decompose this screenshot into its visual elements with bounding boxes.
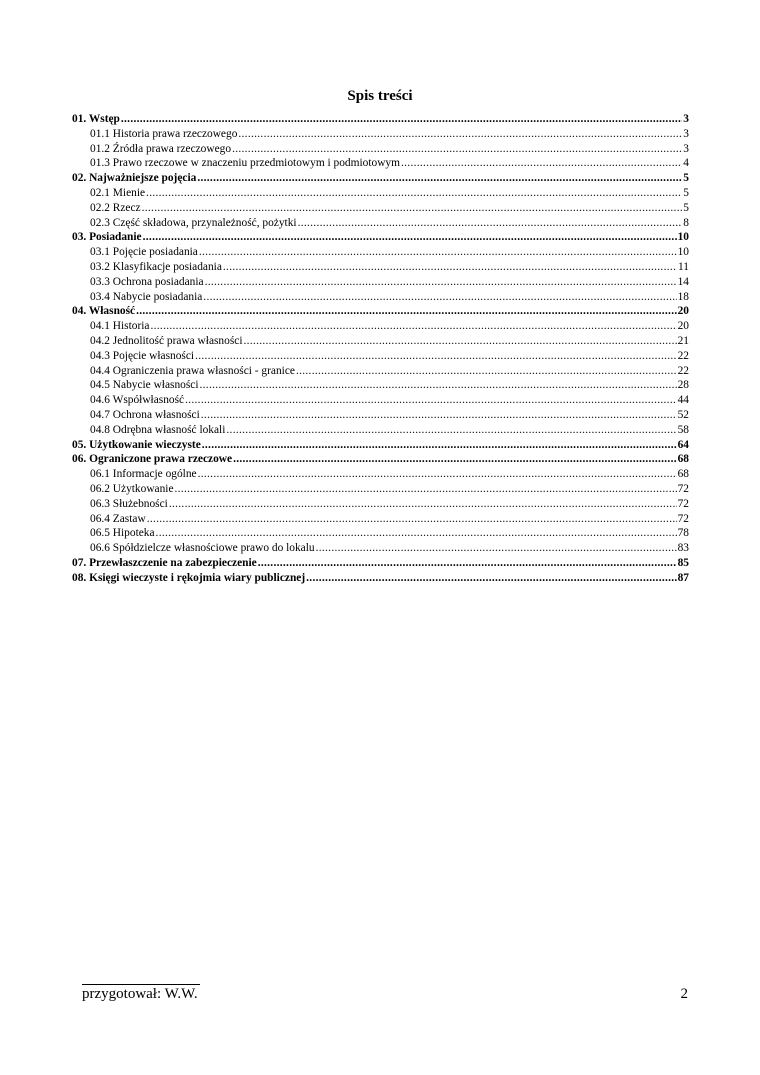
toc-section-entry[interactable] <box>72 290 689 305</box>
toc-entry-label: 04.3 Pojęcie własności <box>90 349 195 362</box>
toc-chapter-entry[interactable] <box>72 112 689 127</box>
toc-entry-page-number: 72 <box>677 512 689 525</box>
toc-dot-leader <box>401 156 682 171</box>
toc-entry-page-number: 58 <box>677 423 689 436</box>
toc-chapter-entry[interactable] <box>72 452 689 467</box>
toc-dot-leader <box>202 438 677 453</box>
toc-section-entry[interactable] <box>72 260 689 275</box>
toc-entry-page-number: 21 <box>677 334 689 347</box>
footer-page-number: 2 <box>680 986 688 1002</box>
toc-entry-page-number: 87 <box>677 571 689 584</box>
toc-section-entry[interactable] <box>72 201 689 216</box>
toc-entry-label: 04.2 Jednolitość prawa własności <box>90 334 243 347</box>
toc-section-entry[interactable] <box>72 127 689 142</box>
toc-entry-page-number: 8 <box>683 216 689 229</box>
toc-chapter-entry[interactable] <box>72 556 689 571</box>
toc-entry-page-number: 3 <box>683 127 689 140</box>
toc-section-entry[interactable] <box>72 423 689 438</box>
toc-section-entry[interactable] <box>72 393 689 408</box>
toc-section-entry[interactable] <box>72 408 689 423</box>
toc-dot-leader <box>233 452 677 467</box>
toc-entry-label: 01. Wstęp <box>72 113 120 125</box>
toc-section-entry[interactable] <box>72 245 689 260</box>
toc-entry-label: 03. Posiadanie <box>72 231 142 244</box>
toc-entry-label: 05. Użytkowanie wieczyste <box>72 438 201 451</box>
toc-entry-label: 06.1 Informacje ogólne <box>90 468 197 481</box>
toc-entry-page-number: 64 <box>677 438 689 451</box>
toc-section-entry[interactable] <box>72 512 689 527</box>
toc-entry-page-number: 11 <box>678 260 689 273</box>
toc-entry-label: 04.6 Współwłasność <box>90 394 185 407</box>
toc-dot-leader <box>175 482 677 497</box>
toc-entry-page-number: 5 <box>683 172 689 185</box>
toc-dot-leader <box>169 497 677 512</box>
toc-dot-leader <box>226 423 676 438</box>
toc-dot-leader <box>201 408 677 423</box>
toc-entry-label: 03.4 Nabycie posiadania <box>90 290 203 303</box>
toc-entry-label: 07. Przewłaszczenie na zabezpieczenie <box>72 556 257 569</box>
toc-entry-page-number: 68 <box>677 453 689 466</box>
toc-entry-label: 03.1 Pojęcie posiadania <box>90 246 198 259</box>
toc-entry-label: 04.1 Historia <box>90 320 150 333</box>
toc-entry-label: 04.8 Odrębna własność lokali <box>90 423 226 436</box>
toc-entry-label: 03.3 Ochrona posiadania <box>90 275 204 288</box>
toc-entry-page-number: 83 <box>677 542 689 555</box>
toc-dot-leader <box>146 186 682 201</box>
toc-entry-label: 04.7 Ochrona własności <box>90 408 200 421</box>
toc-chapter-entry[interactable] <box>72 230 689 245</box>
toc-entry-page-number: 68 <box>677 468 689 481</box>
toc-dot-leader <box>306 571 676 586</box>
toc-title: Spis treści <box>347 88 413 104</box>
toc-dot-leader <box>150 319 676 334</box>
toc-entry-label: 01.2 Źródła prawa rzeczowego <box>90 142 232 155</box>
toc-entry-page-number: 20 <box>677 320 689 333</box>
table-of-contents <box>72 112 689 586</box>
toc-dot-leader <box>143 230 677 245</box>
toc-dot-leader <box>203 290 676 305</box>
toc-entry-label: 01.1 Historia prawa rzeczowego <box>90 127 238 140</box>
toc-entry-page-number: 72 <box>677 497 689 510</box>
toc-entry-page-number: 85 <box>677 556 689 569</box>
toc-entry-page-number: 72 <box>677 482 689 495</box>
toc-dot-leader <box>195 349 677 364</box>
toc-entry-page-number: 5 <box>683 201 689 214</box>
toc-dot-leader <box>200 378 677 393</box>
toc-dot-leader <box>238 127 682 142</box>
toc-entry-page-number: 52 <box>677 408 689 421</box>
toc-dot-leader <box>316 541 677 556</box>
toc-entry-label: 06.2 Użytkowanie <box>90 482 174 495</box>
toc-entry-page-number: 78 <box>677 527 689 540</box>
toc-dot-leader <box>296 364 677 379</box>
toc-section-entry[interactable] <box>72 275 689 290</box>
toc-dot-leader <box>185 393 677 408</box>
toc-section-entry[interactable] <box>72 467 689 482</box>
toc-dot-leader <box>298 216 683 231</box>
toc-entry-label: 08. Księgi wieczyste i rękojmia wiary publicznej <box>72 571 306 584</box>
toc-entry-page-number: 18 <box>677 290 689 303</box>
toc-section-entry[interactable] <box>72 378 689 393</box>
toc-chapter-entry[interactable] <box>72 438 689 453</box>
toc-entry-label: 04.5 Nabycie własności <box>90 379 199 392</box>
toc-entry-page-number: 14 <box>677 275 689 288</box>
toc-entry-page-number: 10 <box>677 231 689 244</box>
toc-entry-page-number: 10 <box>677 246 689 259</box>
toc-dot-leader <box>142 201 683 216</box>
toc-dot-leader <box>147 512 677 527</box>
toc-entry-label: 06. Ograniczone prawa rzeczowe <box>72 453 233 466</box>
toc-dot-leader <box>136 304 677 319</box>
toc-entry-label: 04. Własność <box>72 305 136 318</box>
toc-section-entry[interactable] <box>72 319 689 334</box>
toc-entry-page-number: 28 <box>677 379 689 392</box>
toc-entry-label: 06.4 Zastaw <box>90 512 146 525</box>
toc-entry-page-number: 4 <box>683 157 689 170</box>
toc-section-entry[interactable] <box>72 216 689 231</box>
toc-dot-leader <box>156 526 677 541</box>
toc-section-entry[interactable] <box>72 364 689 379</box>
toc-entry-label: 04.4 Ograniczenia prawa własności - granice <box>90 364 295 377</box>
toc-entry-page-number: 20 <box>677 305 689 318</box>
toc-entry-label: 02.1 Mienie <box>90 186 146 199</box>
toc-dot-leader <box>223 260 677 275</box>
toc-entry-label: 03.2 Klasyfikacje posiadania <box>90 260 222 273</box>
toc-section-entry[interactable] <box>72 482 689 497</box>
toc-section-entry[interactable] <box>72 497 689 512</box>
toc-entry-label: 06.6 Spółdzielcze własnościowe prawo do lokalu <box>90 542 315 555</box>
toc-section-entry[interactable] <box>72 349 689 364</box>
toc-entry-label: 02. Najważniejsze pojęcia <box>72 172 197 185</box>
toc-dot-leader <box>243 334 676 349</box>
toc-entry-label: 02.3 Część składowa, przynależność, pożytki <box>90 216 297 229</box>
toc-entry-label: 06.3 Służebności <box>90 497 168 510</box>
toc-entry-page-number: 3 <box>683 142 689 155</box>
toc-entry-page-number: 5 <box>683 186 689 199</box>
toc-section-entry[interactable] <box>72 186 689 201</box>
toc-entry-page-number: 44 <box>677 394 689 407</box>
toc-entry-page-number: 3 <box>683 113 689 125</box>
toc-chapter-entry[interactable] <box>72 171 689 186</box>
toc-section-entry[interactable] <box>72 156 689 171</box>
toc-entry-page-number: 22 <box>677 364 689 377</box>
toc-section-entry[interactable] <box>72 334 689 349</box>
toc-entry-label: 01.3 Prawo rzeczowe w znaczeniu przedmiotowym i podmiotowym <box>90 157 400 170</box>
toc-section-entry[interactable] <box>72 142 689 157</box>
toc-entry-label: 02.2 Rzecz <box>90 201 141 214</box>
toc-dot-leader <box>197 171 682 186</box>
toc-dot-leader <box>121 112 682 127</box>
toc-entry-page-number: 22 <box>677 349 689 362</box>
toc-entry-label: 06.5 Hipoteka <box>90 527 155 540</box>
toc-section-entry[interactable] <box>72 526 689 541</box>
toc-dot-leader <box>232 142 682 157</box>
toc-dot-leader <box>199 245 677 260</box>
toc-chapter-entry[interactable] <box>72 571 689 586</box>
toc-section-entry[interactable] <box>72 541 689 556</box>
toc-chapter-entry[interactable] <box>72 304 689 319</box>
toc-dot-leader <box>205 275 677 290</box>
footer-author: przygotował: W.W. <box>82 986 198 1002</box>
toc-dot-leader <box>258 556 677 571</box>
toc-dot-leader <box>198 467 677 482</box>
